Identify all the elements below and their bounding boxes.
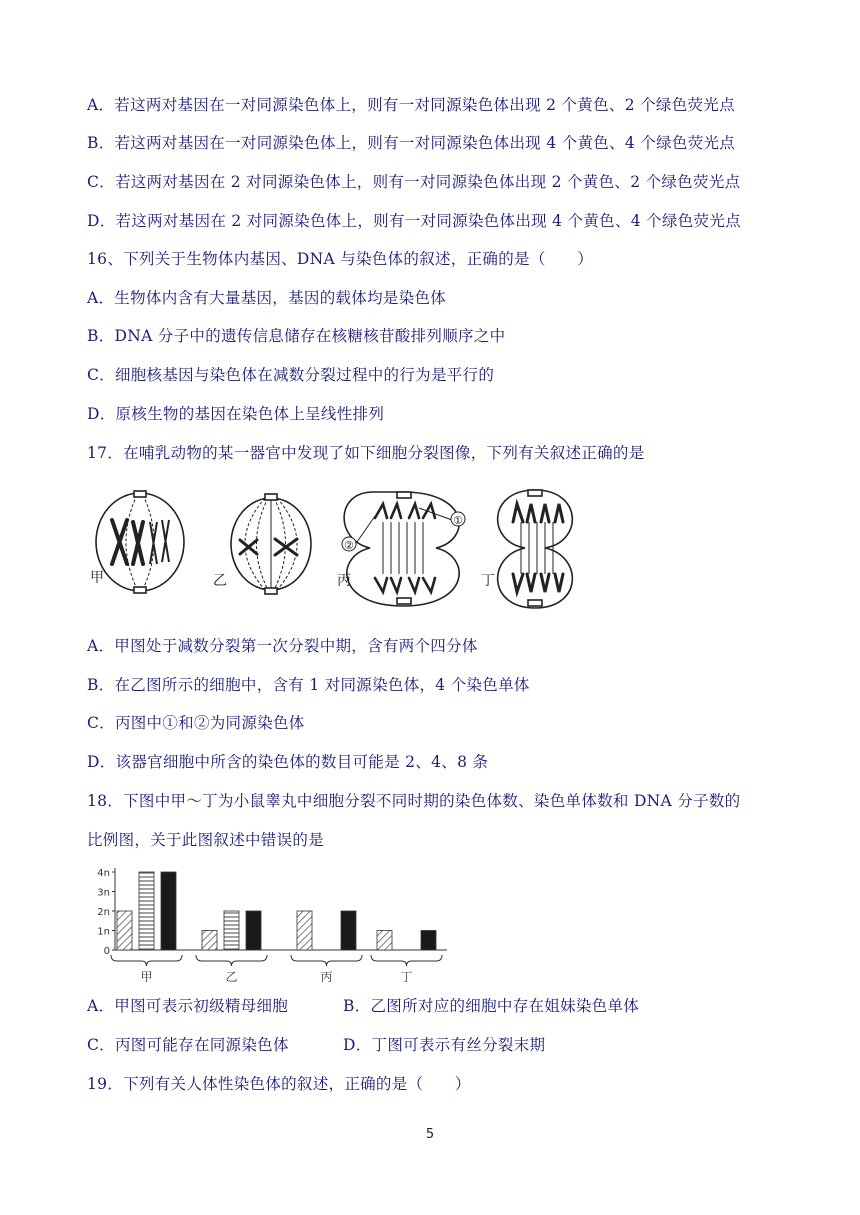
ratio-bar-chart	[85, 860, 455, 985]
q17-option-c: C．丙图中①和②为同源染色体	[87, 714, 305, 732]
q16-option-b: B．DNA 分子中的遗传信息储存在核糖核苷酸排列顺序之中	[87, 327, 506, 345]
y-tick-label: 0	[103, 946, 110, 957]
bar	[117, 911, 132, 950]
q15-option-c: C．若这两对基因在 2 对同源染色体上，则有一对同源染色体出现 2 个黄色、2 个绿色荧光点	[87, 173, 741, 191]
q17-option-b: B．在乙图所示的细胞中，含有 1 对同源染色体，4 个染色单体	[87, 676, 530, 694]
category-label: 丁	[400, 970, 413, 984]
category-label: 丙	[320, 970, 333, 984]
y-tick-label: 4n	[97, 868, 110, 879]
y-tick-label: 3n	[97, 887, 110, 899]
category-label: 乙	[225, 970, 238, 984]
label-yi: 乙	[213, 573, 227, 589]
bar	[297, 911, 312, 950]
cell-division-figure	[85, 482, 605, 614]
bar	[139, 872, 154, 950]
bar	[421, 931, 436, 951]
bar	[161, 872, 176, 950]
q17-stem: 17．在哺乳动物的某一器官中发现了如下细胞分裂图像，下列有关叙述正确的是	[87, 444, 645, 462]
q16-option-a: A．生物体内含有大量基因，基因的载体均是染色体	[87, 289, 447, 307]
category-label: 甲	[140, 970, 153, 984]
q18-stem-line1: 18．下图中甲～丁为小鼠睾丸中细胞分裂不同时期的染色体数、染色单体数和 DNA 分子数的	[87, 792, 741, 810]
q15-option-d: D．若这两对基因在 2 对同源染色体上，则有一对同源染色体出现 4 个黄色、4 个绿色荧光点	[87, 212, 741, 230]
q18-option-d: D．丁图可表示有丝分裂末期	[343, 1036, 546, 1054]
bar	[377, 931, 392, 951]
category-brace	[196, 955, 267, 966]
label-circle-2: ②	[344, 539, 354, 552]
label-jia: 甲	[90, 570, 104, 586]
bar	[224, 911, 239, 950]
q18-stem-line2: 比例图，关于此图叙述中错误的是	[87, 831, 325, 849]
y-tick-label: 2n	[97, 907, 110, 918]
page-number: 5	[425, 1127, 435, 1142]
q16-stem: 16、下列关于生物体内基因、DNA 与染色体的叙述，正确的是（ ）	[87, 250, 594, 268]
q17-option-a: A．甲图处于减数分裂第一次分裂中期，含有两个四分体	[87, 637, 478, 655]
q19-stem: 19．下列有关人体性染色体的叙述，正确的是（ ）	[87, 1075, 471, 1093]
label-ding: 丁	[481, 573, 495, 589]
cell-jia	[96, 491, 184, 593]
q18-option-b: B．乙图所对应的细胞中存在姐妹染色单体	[343, 997, 640, 1015]
category-brace	[371, 955, 442, 966]
q17-option-d: D．该器官细胞中所含的染色体的数目可能是 2、4、8 条	[87, 753, 489, 771]
bar	[246, 911, 261, 950]
category-brace	[291, 955, 362, 966]
q16-option-d: D．原核生物的基因在染色体上呈线性排列	[87, 405, 385, 423]
q18-option-a: A．甲图可表示初级精母细胞	[87, 997, 289, 1015]
cell-ding	[498, 490, 573, 608]
q15-option-b: B．若这两对基因在一对同源染色体上，则有一对同源染色体出现 4 个黄色、4 个绿色荧光点	[87, 134, 736, 152]
category-brace	[111, 955, 182, 966]
y-tick-label: 1n	[97, 926, 110, 938]
q15-option-a: A．若这两对基因在一对同源染色体上，则有一对同源染色体出现 2 个黄色、2 个绿色荧光点	[87, 96, 735, 114]
cell-bing	[342, 492, 465, 606]
label-circle-1: ①	[453, 514, 463, 527]
bar	[341, 911, 356, 950]
q18-option-c: C．丙图可能存在同源染色体	[87, 1036, 289, 1054]
q16-option-c: C．细胞核基因与染色体在减数分裂过程中的行为是平行的	[87, 366, 495, 384]
label-bing: 丙	[337, 573, 351, 589]
bar	[202, 931, 217, 951]
cell-yi	[231, 494, 311, 594]
